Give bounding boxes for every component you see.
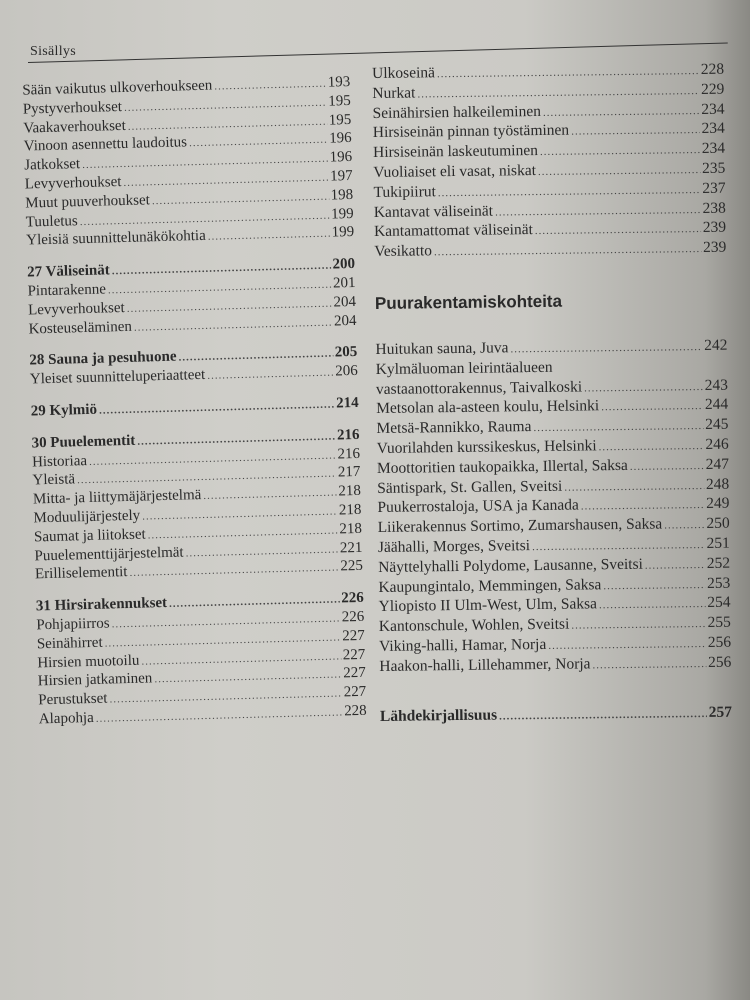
entry-title: Historiaa — [31, 452, 88, 470]
entry-page: 246 — [705, 435, 729, 453]
entry-title: Viking-halli, Hamar, Norja — [379, 635, 547, 655]
toc-entry — [373, 178, 725, 202]
entry-page: 218 — [338, 501, 362, 519]
entry-page: 228 — [700, 60, 725, 78]
entry-page: 204 — [333, 293, 357, 311]
toc-entry — [372, 60, 724, 84]
entry-title: Pystyverhoukset — [22, 98, 123, 118]
toc-entry — [377, 454, 729, 478]
entry-title: vastaanottorakennus, Taivalkoski — [375, 378, 583, 398]
entry-page: 198 — [330, 186, 354, 204]
entry-title: Tuuletus — [25, 212, 78, 231]
entry-page: 244 — [704, 396, 729, 414]
entry-page: 206 — [335, 363, 359, 380]
entry-title: Metsolan ala-asteen koulu, Helsinki — [376, 397, 600, 418]
entry-page: 256 — [707, 633, 732, 651]
entry-page: 204 — [333, 312, 357, 330]
dot-leader — [535, 220, 701, 242]
dot-leader — [208, 225, 330, 247]
entry-page: 214 — [335, 394, 359, 412]
entry-title: Jäähalli, Morges, Sveitsi — [377, 537, 531, 556]
entry-title: Pintarakenne — [27, 281, 107, 300]
dot-leader — [538, 161, 700, 183]
entry-page: 227 — [342, 627, 365, 645]
entry-title: Erilliselementit — [34, 564, 128, 583]
toc-entry-bibliography — [380, 702, 732, 726]
entry-page: 226 — [341, 589, 364, 607]
entry-title: 31 Hirsirakennukset — [35, 595, 168, 615]
toc-entry — [375, 336, 727, 360]
entry-title: Yleiset suunnitteluperiaatteet — [29, 367, 206, 388]
dot-leader — [584, 378, 703, 399]
entry-title: Moduulijärjestely — [33, 507, 141, 527]
entry-title: Kylmäluoman leirintäalueen — [375, 358, 553, 378]
entry-page: 256 — [707, 653, 732, 671]
entry-page: 257 — [708, 703, 733, 721]
toc-entry — [372, 99, 724, 123]
entry-title: Metsä-Rannikko, Rauma — [376, 418, 532, 438]
entry-title: 27 Väliseinät — [26, 262, 110, 281]
toc-left-column — [22, 73, 367, 729]
entry-title: Kantamattomat väliseinät — [373, 221, 533, 241]
toc-entry — [379, 593, 731, 617]
entry-page: 217 — [337, 464, 361, 481]
toc-entry — [373, 119, 725, 143]
toc-section — [27, 255, 357, 339]
running-header: Sisällys — [30, 44, 76, 59]
toc-entry — [374, 218, 726, 242]
entry-title: Vuorilahden kurssikeskus, Helsinki — [376, 437, 597, 457]
entry-page: 199 — [331, 224, 355, 241]
entry-page: 195 — [328, 111, 352, 129]
entry-page: 228 — [343, 702, 367, 720]
entry-title: Ulkoseinä — [372, 64, 436, 82]
entry-page: 237 — [702, 179, 726, 197]
toc-entry — [373, 139, 725, 163]
entry-title: Perustukset — [38, 690, 108, 709]
entry-page: 249 — [706, 495, 730, 513]
projects-list — [375, 336, 731, 677]
toc-section — [31, 426, 363, 585]
entry-page: 247 — [705, 455, 730, 473]
dot-leader — [601, 397, 703, 418]
dot-leader — [664, 516, 704, 536]
toc-section — [29, 343, 358, 389]
entry-title: Yleistä — [32, 471, 76, 489]
entry-title: Kaupungintalo, Memmingen, Saksa — [378, 575, 602, 596]
toc-section — [36, 589, 367, 729]
dot-leader — [510, 338, 702, 360]
entry-page: 229 — [700, 80, 725, 98]
toc-entry — [373, 159, 725, 183]
entry-page: 250 — [706, 514, 730, 533]
entry-page: 227 — [343, 683, 367, 701]
toc-entry — [374, 198, 726, 222]
entry-page: 239 — [702, 238, 727, 257]
entry-title: Mitta- ja liittymäjärjestelmä — [32, 487, 202, 508]
entry-page: 196 — [329, 149, 353, 166]
entry-title: Hirsien jatkaminen — [37, 670, 153, 690]
entry-page: 248 — [705, 475, 730, 493]
entry-title: Säntispark, St. Gallen, Sveitsi — [377, 477, 563, 497]
entry-page: 218 — [338, 483, 362, 500]
toc-entry — [378, 553, 730, 577]
entry-title: Hirsien muotoilu — [37, 652, 140, 671]
entry-page: 200 — [332, 256, 356, 273]
toc-entry — [378, 534, 730, 558]
toc-entry — [379, 652, 731, 676]
entry-title: Puuelementtijärjestelmät — [34, 544, 184, 564]
entry-page: 235 — [701, 159, 726, 177]
entry-title: Seinähirsien halkeileminen — [372, 102, 542, 122]
entry-page: 226 — [341, 608, 365, 626]
toc-entry — [378, 514, 730, 538]
toc-entry — [379, 613, 731, 637]
dot-leader — [592, 655, 706, 676]
entry-title: Yleisiä suunnittelunäkökohtia — [26, 228, 206, 249]
entry-title: Haakon-halli, Lillehammer, Norja — [379, 655, 591, 675]
dot-leader — [571, 615, 705, 636]
entry-page: 216 — [337, 445, 361, 463]
entry-title: Levyverhoukset — [27, 299, 125, 319]
entry-page: 238 — [702, 199, 726, 217]
entry-title: Seinähirret — [36, 634, 103, 653]
entry-title: Jatkokset — [24, 156, 81, 174]
dot-leader — [599, 595, 706, 616]
entry-title: Puukerrostaloja, USA ja Kanada — [377, 496, 579, 517]
entry-title: 30 Puuelementit — [31, 432, 136, 452]
entry-title: Tukipiirut — [373, 183, 436, 201]
header-rule — [28, 42, 728, 63]
entry-title: Kantonschule, Wohlen, Sveitsi — [378, 615, 570, 636]
entry-title: Kosteuseläminen — [28, 318, 133, 338]
entry-page: 218 — [339, 520, 363, 538]
entry-page: 252 — [706, 554, 731, 572]
entry-title: Nurkat — [372, 84, 416, 102]
entry-title: Muut puuverhoukset — [25, 192, 151, 212]
entry-title: Saumat ja liitokset — [33, 526, 146, 546]
entry-title: Vesikatto — [374, 242, 433, 261]
entry-page: 201 — [332, 274, 356, 292]
entry-page: 253 — [707, 574, 731, 592]
entry-page: 197 — [329, 167, 353, 185]
toc-entry — [376, 415, 728, 439]
toc-right-column — [372, 60, 732, 727]
entry-title: Hirsiseinän laskeutuminen — [372, 142, 539, 162]
toc-entry — [377, 435, 729, 459]
entry-page: 234 — [701, 120, 725, 138]
entry-title: Sään vaikutus ulkoverhoukseen — [22, 77, 213, 99]
entry-page: 234 — [701, 139, 726, 158]
entry-title: Liikerakennus Sortimo, Zumarshausen, Saksa — [377, 515, 663, 537]
entry-page: 205 — [334, 344, 358, 361]
projects-heading: Puurakentamiskohteita — [374, 291, 563, 313]
entry-title: Alapohja — [38, 709, 94, 728]
dot-leader — [434, 240, 701, 263]
dot-leader — [540, 141, 700, 163]
entry-page: 221 — [339, 539, 363, 556]
entry-page: 196 — [329, 130, 352, 147]
entry-title: Vuoliaiset eli vasat, niskat — [373, 161, 537, 181]
entry-title: 29 Kylmiö — [30, 401, 98, 420]
entry-page: 255 — [707, 613, 731, 632]
toc-entry — [376, 395, 728, 419]
entry-page: 239 — [702, 219, 727, 237]
entry-title: Levyverhoukset — [24, 174, 122, 193]
entry-title: Kantavat väliseinät — [373, 202, 494, 221]
entry-page: 193 — [327, 73, 351, 91]
entry-title: Vaakaverhoukset — [23, 117, 126, 137]
toc-entry — [377, 474, 729, 498]
entry-page: 227 — [343, 665, 366, 682]
entry-title: Vinoon asennettu laudoitus — [23, 134, 188, 155]
toc-entry — [374, 238, 726, 262]
entry-page: 251 — [706, 534, 730, 552]
entry-title: 28 Sauna ja pesuhuone — [29, 349, 177, 369]
entry-page: 254 — [707, 593, 731, 612]
entry-page: 234 — [701, 100, 725, 118]
dot-leader — [630, 457, 704, 478]
entry-page: 227 — [342, 646, 366, 663]
entry-page: 242 — [704, 336, 728, 354]
entry-title: Lähdekirjallisuus — [379, 706, 498, 725]
dot-leader — [603, 576, 705, 597]
dot-leader — [571, 121, 700, 142]
entry-title: Yliopisto II Ulm-West, Ulm, Saksa — [378, 595, 598, 616]
toc-entry — [376, 375, 728, 399]
entry-title: Pohjapiirros — [36, 615, 110, 634]
toc-hirsi-continued — [372, 60, 726, 262]
entry-page: 199 — [330, 205, 354, 223]
entry-page: 195 — [328, 92, 351, 110]
dot-leader — [564, 477, 704, 499]
entry-title: Huitukan sauna, Juva — [375, 339, 509, 358]
entry-page: 216 — [336, 426, 360, 444]
entry-title: Näyttelyhalli Polydome, Lausanne, Sveitsi — [378, 555, 643, 576]
entry-title: Moottoritien taukopaikka, Illertal, Saksa — [376, 456, 628, 477]
dot-leader — [207, 364, 334, 386]
toc-entry — [378, 573, 730, 597]
toc-entry — [377, 494, 729, 518]
dot-leader — [499, 704, 707, 726]
dot-leader — [645, 556, 705, 577]
entry-page: 243 — [704, 376, 729, 394]
entry-page: 225 — [340, 558, 364, 575]
toc-entry — [379, 633, 731, 657]
toc-section — [22, 73, 354, 251]
entry-page: 245 — [705, 415, 729, 434]
entry-title: Hirsiseinän pinnan työstäminen — [372, 121, 570, 142]
